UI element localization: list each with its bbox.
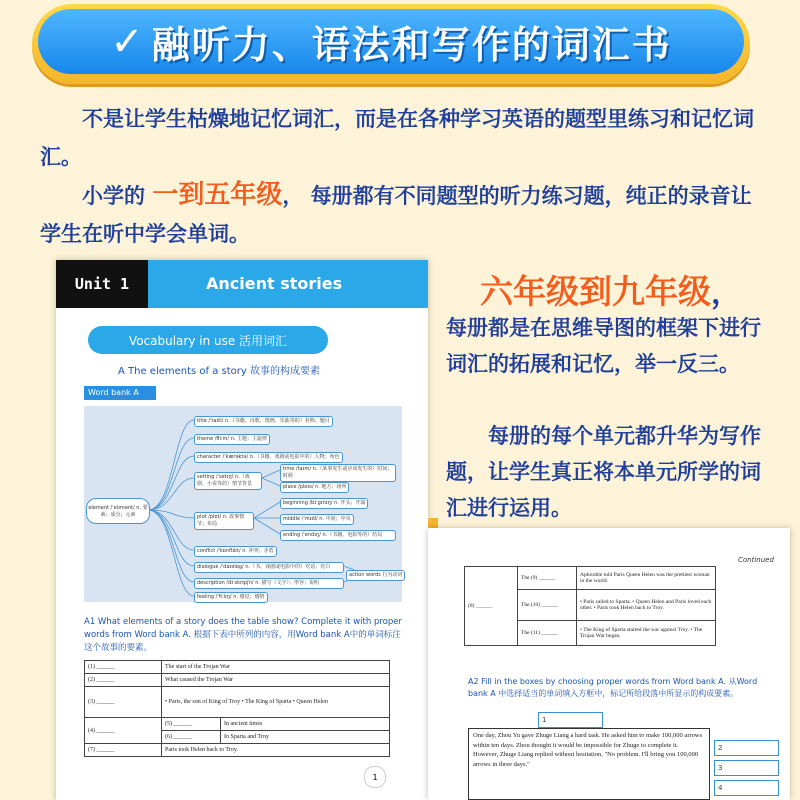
- primary-comma: ，: [282, 184, 304, 208]
- answer-box: 4: [714, 780, 779, 796]
- table-cell: The (10) ______: [518, 590, 577, 621]
- table-row: [85, 661, 390, 674]
- grade-heading-text: 六年级到九年级: [480, 272, 711, 311]
- mind-map-node: place /pleɪs/ n. 地方；场所: [280, 482, 349, 493]
- mindmap-paragraph: 每册都是在思维导图的框架下进行词汇的拓展和记忆，举一反三。: [446, 316, 761, 376]
- banner-inner: [38, 9, 744, 74]
- table-cell: (5) ______: [162, 718, 221, 731]
- primary-prefix: 小学的: [82, 184, 145, 208]
- book-page-left: [56, 260, 428, 800]
- unit-number: Unit 1: [56, 260, 148, 308]
- table-cell: (2) ______: [85, 674, 162, 687]
- mind-map-node: middle /ˈmɪdl/ n. 中间；中央: [280, 514, 354, 525]
- mind-map-node: character /ˈkærəktə/ n.（书籍、戏剧或电影中的）人物；角色: [194, 452, 343, 463]
- continued-label: Continued: [738, 556, 774, 564]
- grade-heading: [480, 266, 741, 313]
- mind-map-node: beginning /bɪˈɡɪnɪŋ/ n. 开头；开端: [280, 498, 368, 509]
- mind-map-node: time /taɪm/ n.（某事发生或应该发生的）时间；时候: [280, 464, 396, 482]
- answer-box: 2: [714, 740, 779, 756]
- grade-heading-comma: ，: [711, 276, 741, 311]
- table-row: [85, 687, 390, 718]
- mind-map-node: ending /ˈendɪŋ/ n.（书籍、电影等的）结局: [280, 530, 396, 541]
- mind-map-node: feeling /ˈfiːlɪŋ/ n. 感觉；感情: [194, 592, 268, 603]
- mind-map-node: dialogue /ˈdaɪəlɒɡ/ n.（书、戏剧或电影中的）对话；对白: [194, 562, 344, 573]
- table-cell: The (11) ______: [518, 621, 577, 646]
- page-number: 1: [364, 766, 386, 788]
- table-cell: (1) ______: [85, 661, 162, 674]
- table-cell: (6) ______: [162, 731, 221, 744]
- table-cell: (7) ______: [85, 744, 162, 757]
- answer-box: 3: [714, 760, 779, 776]
- book-page-right: [428, 528, 790, 800]
- story-passage: One day, Zhou Yu gave Zhuge Liang a hard task. He asked him to make 100,000 arrows within ten days. Zhou thought it would be impossible for Zhuge to complete it. However, Zhuge Liang replied without hesitation, "No problem. I'll bring you 100,000 arrows in three days.": [468, 728, 710, 800]
- intro-paragraph: [40, 100, 770, 176]
- table-row: [85, 674, 390, 687]
- table-cell: The start of the Trojan War: [162, 661, 390, 674]
- table-cell: (4) ______: [85, 718, 162, 744]
- writing-paragraph: [446, 418, 776, 526]
- mind-map-node: plot /plɒt/ n. 故事情节；布局: [194, 512, 254, 530]
- corner-decoration: [428, 518, 438, 528]
- mind-map-node: action words 行为动词: [346, 570, 405, 581]
- story-elements-table: [84, 660, 390, 757]
- table-cell: • Paris, the son of King of Troy • The King of Sparta • Queen Helen: [162, 687, 390, 718]
- a1-question: A1 What elements of a story does the table show? Complete it with proper words from Word bank A. 根据下表中所列的内容，用Word bank A中的单词标注这个故事的要素。: [84, 617, 402, 653]
- table-row: [465, 567, 716, 590]
- table-cell: • Paris sailed to Sparta. • Queen Helen and Paris loved each other. • Paris took Helen back to Troy.: [577, 590, 716, 621]
- table-cell: (3) ______: [85, 687, 162, 718]
- table-cell: The (9) ______: [518, 567, 577, 590]
- mind-map: [84, 406, 402, 602]
- mind-map-node: setting /ˈsetɪŋ/ n.（戏剧、小说等的）情节背景: [194, 472, 262, 490]
- a2-question: A2 Fill in the boxes by choosing proper words from Word bank A. 从Word bank A 中选择适当的单词填入方框中，标记所给段落中所显示的构成要素。: [468, 677, 758, 698]
- unit-header: [56, 260, 428, 308]
- word-bank-label: Word bank A: [84, 386, 156, 400]
- mind-map-node: description /dɪˈskrɪpʃn/ n. 描写（文字）；形容；说明: [194, 578, 344, 589]
- primary-highlight: 一到五年级: [152, 180, 283, 210]
- section-a-heading: A The elements of a story 故事的构成要素: [118, 366, 321, 377]
- unit-title: Ancient stories: [206, 274, 343, 293]
- mind-map-node: theme /θiːm/ n. 主题；主旋律: [194, 434, 270, 445]
- primary-rest: 每册都有不同题型的听力练习题，纯正的录音让学生在听中学会单词。: [40, 184, 752, 246]
- writing-text: 每册的每个单元都升华为写作题，让学生真正将本单元所学的词汇进行运用。: [446, 424, 761, 520]
- table-cell: • The King of Sparta started the war against Troy. • The Trojan War began.: [577, 621, 716, 646]
- table-cell: Aphrodite told Paris Queen Helen was the prettiest woman in the world.: [577, 567, 716, 590]
- answer-box: 1: [538, 712, 603, 728]
- primary-paragraph: [40, 176, 770, 253]
- table-cell: In Sparta and Troy: [221, 731, 390, 744]
- table-row: [85, 718, 390, 731]
- table-cell: In ancient times: [221, 718, 390, 731]
- check-icon: ✓: [110, 18, 144, 65]
- table-cell: Paris took Helen back to Troy.: [162, 744, 390, 757]
- intro-line: 不是让学生枯燥地记忆词汇，而是在各种学习英语的题型里练习和记忆词汇。: [40, 107, 754, 169]
- mind-map-node: conflict /ˈkɒnflɪkt/ n. 冲突；矛盾: [194, 546, 277, 557]
- banner-title: 融听力、语法和写作的词汇书: [151, 23, 672, 67]
- table-cell: What caused the Trojan War: [162, 674, 390, 687]
- table-cell: (8) ______: [465, 567, 518, 646]
- title-banner: [32, 4, 750, 84]
- continued-table: [464, 566, 716, 646]
- vocabulary-pill: Vocabulary in use 活用词汇: [88, 326, 328, 354]
- table-row: [85, 744, 390, 757]
- mind-map-center: element /ˈelɪmənt/ n. 要素；成分；元素: [86, 498, 150, 524]
- mind-map-node: title /ˈtaɪtl/ n.（书籍、诗歌、图画、乐曲等的）名称；题目: [194, 416, 333, 427]
